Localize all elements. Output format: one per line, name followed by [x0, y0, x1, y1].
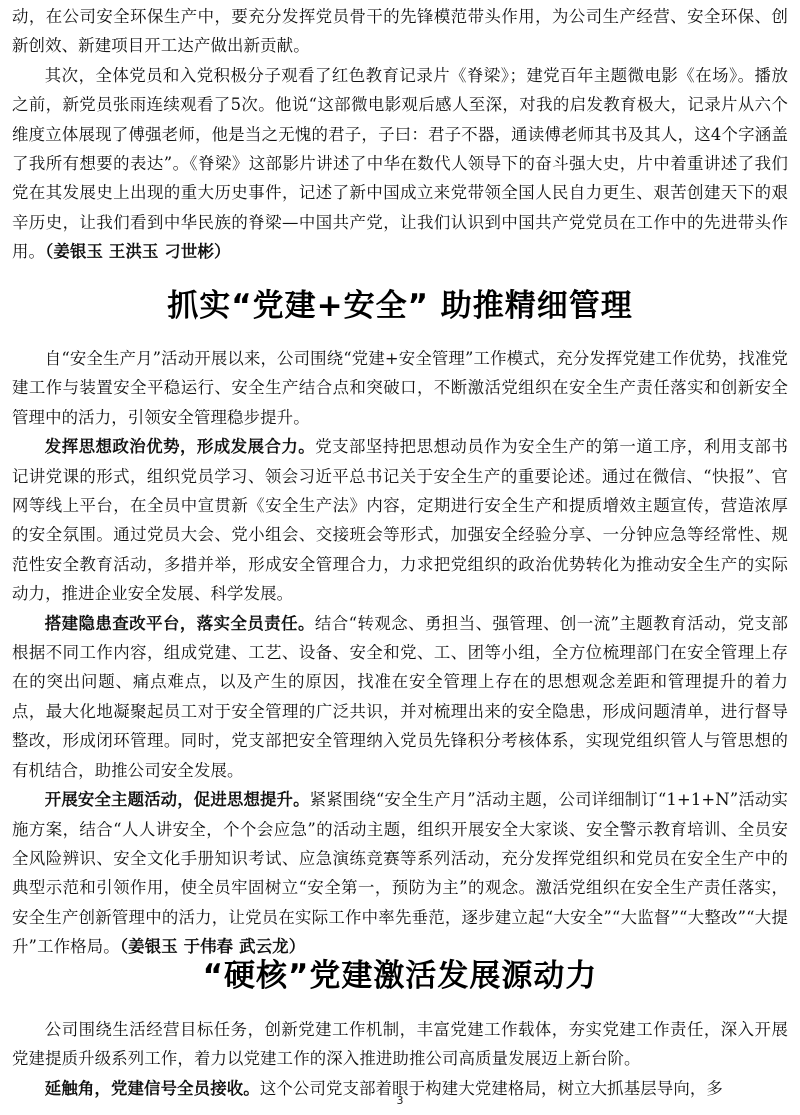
author-credit: （姜银玉 于伟春 武云龙）	[119, 937, 306, 957]
paragraph: 动，在公司安全环保生产中，要充分发挥党员骨干的先锋模范带头作用，为公司生产经营、安全环保、创新创效、新建项目开工达产做出新贡献。	[12, 7, 788, 56]
paragraph: 公司围绕生活经营目标任务，创新党建工作机制，丰富党建工作载体，夯实党建工作责任，深入开展党建提质升级系列工作，着力以党建工作的深入推进助推公司高质量发展迈上新台阶。	[12, 1020, 788, 1069]
article-title: 抓实“党建+安全” 助推精细管理	[167, 288, 633, 324]
previous-article-continuation	[12, 2, 788, 267]
article-body	[12, 344, 788, 962]
section-lead: 延触角，党建信号全员接收。	[44, 1078, 260, 1098]
section-lead: 开展安全主题活动，促进思想提升。	[44, 790, 310, 810]
paragraph	[12, 432, 788, 608]
paragraph-text: 紧紧围绕“安全生产月”活动主题，公司详细制订“1+1+N”活动实施方案，结合“人人讲安全，个个会应急”的活动主题，组织开展安全大家谈、安全警示教育培训、全员安全风险辨识、安全文化手册知识考试、应急演练竞赛等系列活动，充分发挥党组织和党员在安全生产中的典型示范和引领作用，使全员牢固树立“安全第一，预防为主”的观念。激活党组织在安全生产责任落实，安全生产创新管理中的活力，让党员在实际工作中率先垂范，逐步建立起“大安全”“大监督”“大整改”“大提升”工作格局。	[12, 790, 788, 957]
author-credit: （姜银玉 王洪玉 刁世彬）	[45, 242, 231, 262]
paragraph	[12, 785, 788, 961]
paragraph-text: 其次，全体党员和入党积极分子观看了红色教育记录片《脊梁》；建党百年主题微电影《在场》。播放之前，新党员张雨连续观看了5次。他说“这部微电影观后感人至深，对我的启发教育极大，记录片从六个维度立体展现了傅强老师，他是当之无愧的君子，子曰：君子不器，通读傅老师其书及其人，这4个字涵盖了我所有想要的表达”。《脊梁》这部影片讲述了中华在数代人领导下的奋斗强大史，片中着重讲述了我们党在其发展史上出现的重大历史事件，记述了新中国成立来党带领全国人民自力更生、艰苦创建天下的艰辛历史，让我们看到中华民族的脊梁—中国共产党，让我们认识到中国共产党党员在工作中的先进带头作用。	[12, 65, 788, 262]
paragraph: 自“安全生产月”活动开展以来，公司围绕“党建+安全管理”工作模式，充分发挥党建工作优势，找准党建工作与装置安全平稳运行、安全生产结合点和突破口，不断激活党组织在安全生产责任落实和创新安全管理中的活力，引领安全管理稳步提升。	[12, 349, 788, 427]
paragraph-text: 这个公司党支部着眼于构建大党建格局，树立大抓基层导向，多	[259, 1078, 723, 1098]
section-lead: 发挥思想政治优势，形成发展合力。	[44, 437, 316, 457]
article-body	[12, 1015, 788, 1103]
paragraph	[12, 609, 788, 785]
paragraph	[12, 61, 788, 267]
article-title: “硬核”党建激活发展源动力	[202, 958, 598, 994]
paragraph-text: 党支部坚持把思想动员作为安全生产的第一道工序，利用支部书记讲党课的形式，组织党员学习、领会习近平总书记关于安全生产的重要论述。通过在微信、“快报”、官网等线上平台，在全员中宣贯新《安全生产法》内容，定期进行安全生产和提质增效主题宣传，营造浓厚的安全氛围。通过党员大会、党小组会、交接班会等形式，加强安全经验分享、一分钟应急等经常性、规范性安全教育活动，多措并举，形成安全管理合力，力求把党组织的政治优势转化为推动安全生产的实际动力，推进企业安全发展、科学发展。	[12, 437, 788, 604]
paragraph-text: 结合“转观念、勇担当、强管理、创一流”主题教育活动，党支部根据不同工作内容，组成党建、工艺、设备、安全和党、工、团等小组，全方位梳理部门在安全管理上存在的突出问题、痛点难点，以及产生的原因，找准在安全管理上存在的思想观念差距和管理提升的着力点，最大化地凝聚起员工对于安全管理的广泛共识，并对梳理出来的安全隐患，形成问题清单，进行督导整改，形成闭环管理。同时，党支部把安全管理纳入党员先锋积分考核体系，实现党组织管人与管思想的有机结合，助推公司安全发展。	[12, 613, 789, 780]
section-lead: 搭建隐患查改平台，落实全员责任。	[44, 613, 315, 633]
page-number: 3	[396, 1094, 404, 1107]
